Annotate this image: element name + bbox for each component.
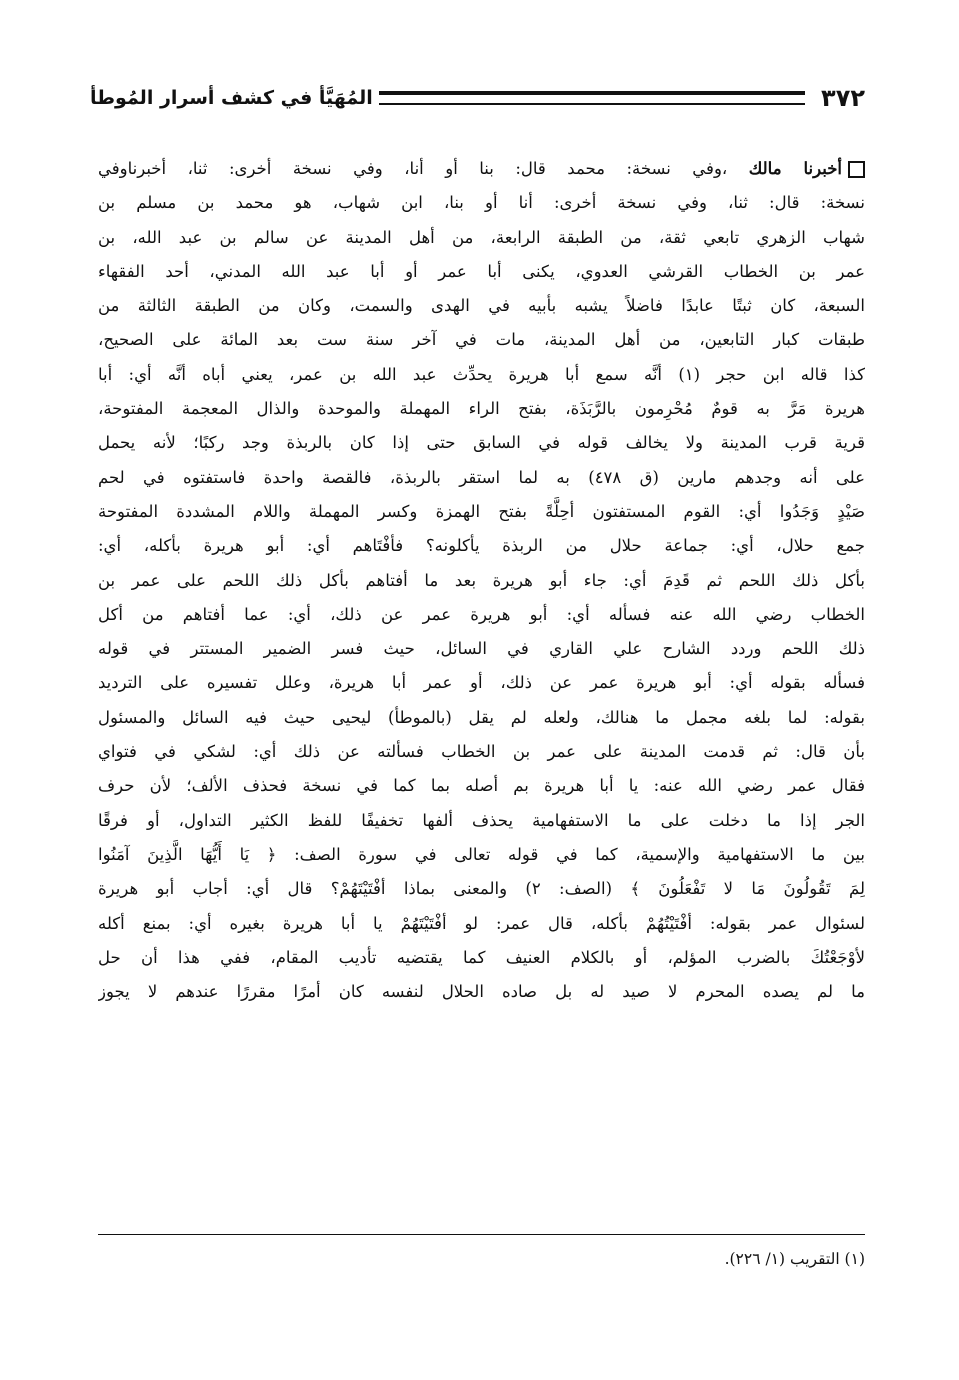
text-line: شهاب الزهري تابعي ثقة، من الطبقة الرابعة، من أهل المدينة عن سالم بن عبد الله، بن [98, 227, 865, 247]
text-line [98, 152, 865, 186]
text-line: لِمَ تَقُولُونَ مَا لا تَفْعَلُونَ ﴾ (الصف: ٢) والمعنى بماذا أفْتَيْتَهُمْ؟ قال أي: أجاب أبو هريرة [98, 879, 865, 899]
main-text [98, 152, 865, 1009]
text-line: قرية قرب المدينة ولا يخالف قوله في السابق حتى إذا كان بالربذة وجد ركبًا؛ لأنه يحمل [98, 433, 865, 453]
text-line: ذلك اللحم وردد الشارح علي القاري في السائل، حيث فسر الضمير المستتر في قوله [98, 639, 865, 659]
text-line: بين ما الاستفهامية والإسمية، كما في قوله تعالى في سورة الصف: ﴿ يَا أَيُّهَا الَّذِينَ آمَنُوا [98, 844, 865, 864]
text-line: بأكل ذلك اللحم ثم قَدِمَ أي: جاء أبو هريرة بعد ما أفتاهم بأكل ذلك اللحم على عمر بن [98, 570, 865, 590]
line-content: ،وفي نسخة: محمد قال: بنا أو أنا، وفي نسخة أخرى: ثنا، أخبرناوفي [98, 159, 728, 178]
footnote-divider [98, 1234, 865, 1235]
text-line: عمر بن الخطاب القرشي العدوي، يكنى أبا عمر أو أبا عبد الله المدني، أحد الفقهاء [98, 261, 865, 281]
text-line: صَيْدٍ وَجَدُوا أي: القوم المستفتون أحِلَّةً بفتح الهمزة وكسر المهملة واللام المشددة المفتوحة [98, 501, 865, 521]
text-line: الخطاب رضي الله عنه فسأله أي: أبو هريرة عمر عن ذلك، أي: عما أفتاهم من أكل [98, 604, 865, 624]
text-line: جمع حلال، أي: جماعة حلال من الربذة يأكلونه؟ فأفْتَاهم أي: أبو هريرة بأكله، أي: [98, 536, 865, 556]
square-marker-icon [848, 161, 865, 178]
text-line: كذا قاله ابن حجر (١) أنَّه سمع أبا هريرة يحدِّث عبد الله بن عمر، يعني أباه أنَّه أي: أبا [98, 364, 865, 384]
text-line: على أنه وجدهم مارين (ق ٤٧٨) به لما استقر بالربذة، فالقصة واحدة فاستفتوه في لحم [98, 467, 865, 487]
lead-phrase: أخبرنا مالك [748, 159, 843, 178]
text-line: ما لم يصده المحرم لا صيد له بل صاده الحلال لنفسه كان أمرًا مقررًا عندهم لا يجوز [98, 982, 865, 1002]
text-line: لسئوال عمر بقوله: أفْتَيْتُهُمْ بأكله، قال عمر: لو أفْتَيْتَهُمْ يا أبا هريرة بغيره أي: بمنع أكله [98, 913, 865, 933]
text-line: فسأله بقوله أي: أبو هريرة عمر عن ذلك، أو عمر أبا هريرة، وعلل تفسيره على الترديد [98, 673, 865, 693]
header-rule [379, 91, 805, 105]
text-line: بقوله: لما بلغه مجمل ما هنالك، ولعله لم يقل (بالموطأ) ليحيى حيث فيه السائل والمسئول [98, 707, 865, 727]
text-line: لأوْجَعْتُكَ بالضرب المؤلم، أو بالكلام العنيف كما يقتضيه تأديب المقام، ففي هذا أن حل [98, 947, 865, 967]
text-line: فقال عمر رضي الله عنه: يا أبا هريرة بم أصله بما كما في نسخة فحذف الألف؛ لأن حرف [98, 776, 865, 796]
text-line: السبعة، كان ثبتًا عابدًا فاضلاً يشبه بأبيه في الهدى والسمت، وكان من الطبقة الثالثة من [98, 296, 865, 316]
text-line: الجر إذا ما دخلت على ما الاستفهامية يحذف ألفها تخفيفًا للفظ الكثير التداول، أو فرقًا [98, 810, 865, 830]
text-line: هريرة مَرَّ به قومٌ مُحْرِمون بالرَّبَذَة، بفتح الراء المهملة والموحدة والذال المعجمة المفتوحة، [98, 399, 865, 419]
footnote: (١) التقريب (١/ ٢٢٦). [724, 1250, 865, 1268]
running-title: المُهَيَّأ في كشف أسرار المُوطأ [90, 87, 373, 109]
text-line: طبقات كبار التابعين، من أهل المدينة، مات في آخر سنة ست بعد المائة على الصحيح، [98, 330, 865, 350]
text-line: بأن قال: ثم قدمت المدينة على عمر بن الخطاب فسألته عن ذلك أي: لشكي في فتواي [98, 742, 865, 762]
page-header [90, 78, 865, 118]
page-number: ٣٧٢ [821, 84, 865, 112]
text-line: نسخة: قال: ثنا، وفي نسخة أخرى: أنا أو بنا، ابن شهاب، هو محمد بن مسلم بن [98, 193, 865, 213]
